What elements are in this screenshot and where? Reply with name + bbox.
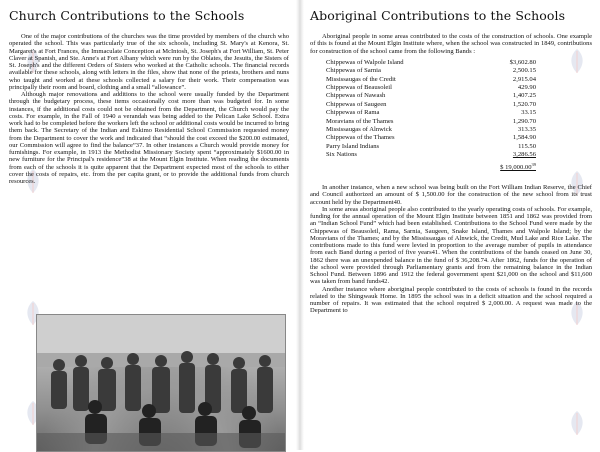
table-row xyxy=(326,143,544,151)
paragraph: Although major renovations and additions to the school were usually funded by the Department through the budgetary process, these items occasionally cost more than was budgeted for. In some instances, if the additional costs could not be obtained from the Department, the Church would pay the costs. For example, in the Fall of 1940 a verandah was being added to the Pelican Lake School. Extra work had to be completed before the workers left the school or additional costs would be incurred to bring them back. The Secretary of the Indian and Eskimo Residential School Commission requested money from the Department to cover the work and indicated that “should the cost exceed the $200.00 estimated, our Commission will agree to find the balance”37. In other instances a Church would provide money for furnishings. For example, in 1913 the Methodist Missionary Society spent “approximately $1600.00 in new furniture for the Principal's residence”38 at the Mount Elgin Institute. When reading the documents from each of the schools it is quite apparent that the Department expected most of the schools to either cover the costs of repairs, etc. from the per capita grant, or to provide the additional funds from church resources. xyxy=(9,91,289,185)
band-amount: 3,286.56 xyxy=(512,151,536,159)
band-amount: 1,584.90 xyxy=(512,134,536,142)
paragraph: In some areas aboriginal people also contributed to the yearly operating costs of schools. For example, funding for the annual operation of the Mount Elgin Institute between 1851 and 1862 was provided from an “Indian School Fund” which had been established. Contributions to the School Fund were made by the Chippewas of Beausoleil, Rama, Sarnia, Saugeen, Snake Island, Thames and Walpole Island; by the Moravians of the Thames; and by the Mississaugas of Alnwick, the Credit, Mud Lake and Rice Lake. The contributions made to this fund were levied in proportion to the average number of pupils in attendance from each Band during a period of five years41. When the contributions of the bands ceased on June 30, 1862 there was an unexpended balance in the fund of $ 36,208.74. After 1862, funds for the operation of the school were provided through Parliamentary grants and from the remaining balance in the Indian School Fund. Between 1896 and 1912 the federal government spent $21,000 on the school and $11,600 was taken from band funds42. xyxy=(310,205,592,286)
table-row xyxy=(326,76,544,84)
total-spacer xyxy=(326,160,465,173)
left-page xyxy=(9,8,289,185)
band-amount: 115.50 xyxy=(518,142,536,150)
table-row xyxy=(326,134,544,142)
right-page-heading: Aboriginal Contributions to the Schools xyxy=(310,8,566,23)
historical-group-photo xyxy=(36,314,286,452)
band-amount: 429.90 xyxy=(517,83,536,91)
total-amount xyxy=(465,160,544,173)
band-name: Mississaugas of the Credit xyxy=(326,75,396,83)
band-name: Chippewas of Rama xyxy=(326,109,380,117)
band-amount: 2,915.04 xyxy=(512,75,536,83)
right-page-intro xyxy=(310,33,592,55)
band-name: Mississaugas of Alnwick xyxy=(326,126,392,133)
right-page xyxy=(310,8,592,315)
band-name: Chippewas of Sarnia xyxy=(326,67,381,75)
table-row xyxy=(326,59,544,67)
paragraph: Another instance where aboriginal people contributed to the costs of schools is found in the records related to the Shingwauk Home. In 1895 the school was in a deficit situation and the school required a number of repairs. It was estimated that the school required $ 2,000.00. A request was made to the Department to xyxy=(310,285,592,315)
table-row xyxy=(326,92,544,100)
band-amount: 1,407.25 xyxy=(512,92,536,100)
band-name: Chippewas of Walpole Island xyxy=(326,58,404,66)
table-row xyxy=(326,67,544,75)
band-name: Six Nations xyxy=(326,151,357,159)
paragraph: In another instance, when a new school was being built on the Fort William Indian Reserve, the Chief and Council authorized an amount of $ 1,500.00 for the construction of the new school from its trust account held by the Department40. xyxy=(310,184,592,206)
table-row xyxy=(326,151,544,159)
feather-watermark-icon xyxy=(566,410,588,436)
band-amount: 313.35 xyxy=(517,126,536,133)
band-name: Chippewas of Saugeen xyxy=(326,100,387,108)
total-value: $ 19,000.00 xyxy=(500,163,532,171)
table-row xyxy=(326,101,544,109)
band-name: Chippewas of Beausoleil xyxy=(326,83,392,91)
band-name: Parry Island Indians xyxy=(326,142,380,150)
left-page-body xyxy=(9,33,289,185)
band-name: Chippewas of Nawash xyxy=(326,92,386,100)
band-name: Moravians of the Thames xyxy=(326,117,394,125)
band-contributions-table xyxy=(326,59,544,172)
paragraph: Aboriginal people in some areas contributed to the costs of the construction of schools. One example of this is found at the Mount Elgin Institute where, when the school was constructed in 1849, contributions for construction of the school came from the following Bands : xyxy=(310,33,592,55)
band-amount: 1,290.70 xyxy=(512,117,536,125)
footnote-marker: 39 xyxy=(531,161,536,167)
right-page-body xyxy=(310,184,592,315)
band-amount: 2,500.15 xyxy=(512,67,536,75)
band-amount: 33.15 xyxy=(521,109,536,117)
table-row xyxy=(326,126,544,134)
band-amount: $3,602.80 xyxy=(509,58,536,66)
band-amount: 1,520.70 xyxy=(512,100,536,108)
table-row xyxy=(326,118,544,126)
band-name: Chippewas of the Thames xyxy=(326,134,395,142)
paragraph: One of the major contributions of the churches was the time provided by members of the church who operated the school. This was particularly true of the six schools, including St. Mary's at Kenora, St. Margaret's at Fort Frances, the Immaculate Conception at McIntosh, St. Joseph's at Fort William, St. Peter Claver at Spanish, and Ste. Anne's at Fort Albany which were run by the Oblates, the Jesuits, the Sisters of St. Joseph's and the different Orders of Sisters who worked at the Catholic schools. The financial records available for these schools, along with letters in the files, show that none of the priests, brothers and nuns who taught and worked at these schools collected a salary for their work. Their compensation was principally their room and board, clothing and a small “allowance”. xyxy=(9,33,289,91)
table-row xyxy=(326,109,544,117)
left-page-heading: Church Contributions to the Schools xyxy=(9,8,245,23)
total-row xyxy=(326,160,544,173)
page-gutter xyxy=(296,0,304,450)
table-row xyxy=(326,84,544,92)
